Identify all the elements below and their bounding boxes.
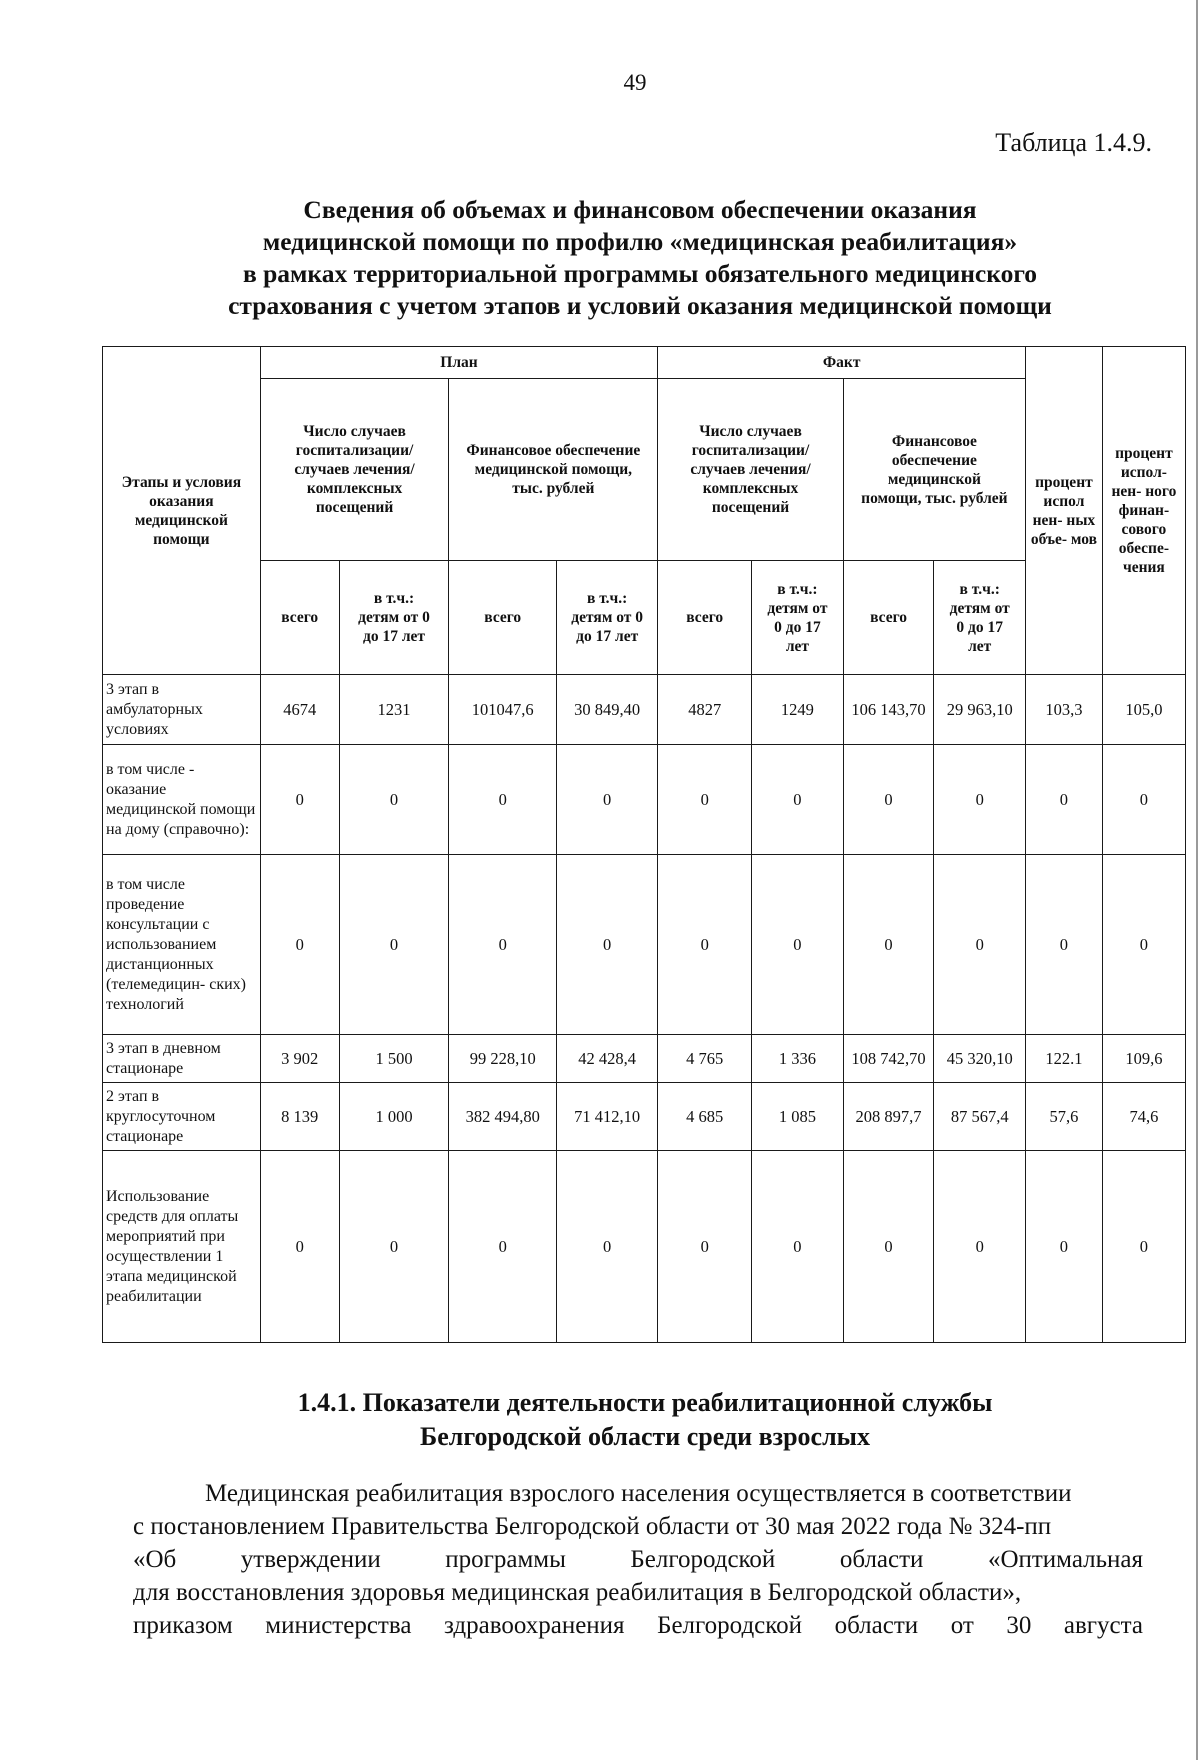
cell: 0 <box>260 855 339 1035</box>
table-row <box>103 855 1186 1035</box>
paragraph-line: Медицинская реабилитация взрослого населения осуществляется в соответствии <box>205 1480 1072 1507</box>
table-row <box>103 675 1186 745</box>
word: области <box>839 1546 924 1573</box>
cell: 0 <box>934 1151 1026 1343</box>
header-cases-fact: Число случаев госпитализации/ случаев лечения/ комплексных посещений <box>658 379 843 561</box>
cell: 4 765 <box>658 1035 752 1083</box>
header-total: всего <box>658 561 752 675</box>
cell: 0 <box>449 745 557 855</box>
row-label: в том числе - оказание медицинской помощи на дому (справочно): <box>103 745 261 855</box>
word: августа <box>1063 1612 1143 1639</box>
cell: 0 <box>339 745 449 855</box>
cell: 42 428,4 <box>557 1035 658 1083</box>
cell: 0 <box>752 855 844 1035</box>
rehabilitation-volume-table <box>102 346 1186 1343</box>
header-cases-plan: Число случаев госпитализации/ случаев лечения/ комплексных посещений <box>260 379 449 561</box>
cell: 57,6 <box>1026 1083 1103 1151</box>
cell: 0 <box>339 1151 449 1343</box>
header-children: в т.ч.: детям от 0 до 17 лет <box>557 561 658 675</box>
word: от <box>950 1612 974 1639</box>
cell: 0 <box>1102 1151 1185 1343</box>
cell: 103,3 <box>1026 675 1103 745</box>
cell: 0 <box>843 745 934 855</box>
paragraph-line <box>133 1543 1143 1576</box>
cell: 382 494,80 <box>449 1083 557 1151</box>
cell: 105,0 <box>1102 675 1185 745</box>
word: области <box>834 1612 919 1639</box>
cell: 0 <box>843 1151 934 1343</box>
cell: 0 <box>557 855 658 1035</box>
header-finance-fact: Финансовое обеспечение медицинской помощи, тыс. рублей <box>843 379 1025 561</box>
header-children: в т.ч.: детям от 0 до 17 лет <box>339 561 449 675</box>
header-total: всего <box>260 561 339 675</box>
header-children: в т.ч.: детям от 0 до 17 лет <box>752 561 844 675</box>
paragraph-line: для восстановления здоровья медицинская реабилитация в Белгородской области», <box>133 1579 1022 1606</box>
cell: 74,6 <box>1102 1083 1185 1151</box>
table-row <box>103 745 1186 855</box>
cell: 0 <box>260 1151 339 1343</box>
cell: 0 <box>1102 855 1185 1035</box>
cell: 4827 <box>658 675 752 745</box>
cell: 0 <box>752 745 844 855</box>
cell: 0 <box>934 855 1026 1035</box>
row-label: 2 этап в круглосуточном стационаре <box>103 1083 261 1151</box>
word: Белгородской <box>657 1612 803 1639</box>
table-label: Таблица 1.4.9. <box>995 128 1152 157</box>
cell: 71 412,10 <box>557 1083 658 1151</box>
row-label: в том числе проведение консультации с использованием дистанционных (телемедицин- ских) технологий <box>103 855 261 1035</box>
cell: 0 <box>557 1151 658 1343</box>
row-label: 3 этап в дневном стационаре <box>103 1035 261 1083</box>
cell: 45 320,10 <box>934 1035 1026 1083</box>
cell: 0 <box>1026 855 1103 1035</box>
word: утверждении <box>240 1546 381 1573</box>
word: Белгородской <box>630 1546 776 1573</box>
header-percent-volume: процент испол нен- ных объе- мов <box>1026 347 1103 675</box>
word: 30 <box>1006 1612 1032 1639</box>
cell: 0 <box>1026 745 1103 855</box>
header-fact: Факт <box>658 347 1026 379</box>
title-line: в рамках территориальной программы обязательного медицинского <box>242 259 1038 288</box>
cell: 99 228,10 <box>449 1035 557 1083</box>
cell: 87 567,4 <box>934 1083 1026 1151</box>
cell: 4 685 <box>658 1083 752 1151</box>
word: министерства <box>265 1612 412 1639</box>
cell: 0 <box>449 1151 557 1343</box>
header-plan: План <box>260 347 658 379</box>
cell: 29 963,10 <box>934 675 1026 745</box>
cell: 0 <box>658 745 752 855</box>
row-label: 3 этап в амбулаторных условиях <box>103 675 261 745</box>
title-line: страхования с учетом этапов и условий оказания медицинской помощи <box>228 291 1052 320</box>
section-heading <box>100 1386 1190 1454</box>
cell: 1249 <box>752 675 844 745</box>
cell: 101047,6 <box>449 675 557 745</box>
scan-edge-divider <box>1196 0 1198 1760</box>
document-title <box>100 194 1180 322</box>
header-total: всего <box>843 561 934 675</box>
cell: 8 139 <box>260 1083 339 1151</box>
cell: 0 <box>1102 745 1185 855</box>
paragraph-line <box>133 1609 1143 1642</box>
cell: 108 742,70 <box>843 1035 934 1083</box>
title-line: медицинской помощи по профилю «медицинская реабилитация» <box>262 227 1018 256</box>
header-children: в т.ч.: детям от 0 до 17 лет <box>934 561 1026 675</box>
title-line: Сведения об объемах и финансовом обеспечении оказания <box>303 195 977 224</box>
cell: 1 085 <box>752 1083 844 1151</box>
cell: 0 <box>557 745 658 855</box>
cell: 208 897,7 <box>843 1083 934 1151</box>
header-finance-plan: Финансовое обеспечение медицинской помощи, тыс. рублей <box>449 379 658 561</box>
cell: 0 <box>449 855 557 1035</box>
cell: 3 902 <box>260 1035 339 1083</box>
cell: 30 849,40 <box>557 675 658 745</box>
row-label: Использование средств для оплаты мероприятий при осуществлении 1 этапа медицинской реабилитации <box>103 1151 261 1343</box>
paragraph-line: с постановлением Правительства Белгородской области от 30 мая 2022 года № 324-пп <box>133 1513 1052 1540</box>
cell: 1231 <box>339 675 449 745</box>
word: приказом <box>133 1612 233 1639</box>
word: здравоохранения <box>443 1612 625 1639</box>
table-row <box>103 1151 1186 1343</box>
section-heading-line: 1.4.1. Показатели деятельности реабилитационной службы <box>297 1388 993 1417</box>
word: программы <box>445 1546 566 1573</box>
cell: 106 143,70 <box>843 675 934 745</box>
cell: 4674 <box>260 675 339 745</box>
cell: 109,6 <box>1102 1035 1185 1083</box>
cell: 0 <box>339 855 449 1035</box>
cell: 0 <box>752 1151 844 1343</box>
word: «Об <box>133 1546 177 1573</box>
page-number: 49 <box>623 70 647 95</box>
cell: 122.1 <box>1026 1035 1103 1083</box>
cell: 1 000 <box>339 1083 449 1151</box>
table-row <box>103 1083 1186 1151</box>
section-heading-line: Белгородской области среди взрослых <box>420 1422 870 1451</box>
cell: 0 <box>1026 1151 1103 1343</box>
cell: 0 <box>658 855 752 1035</box>
header-stages: Этапы и условия оказания медицинской помощи <box>103 347 261 675</box>
cell: 0 <box>260 745 339 855</box>
header-total: всего <box>449 561 557 675</box>
cell: 1 500 <box>339 1035 449 1083</box>
header-percent-finance: процент испол- нен- ного финан- сового обеспе- чения <box>1102 347 1185 675</box>
table-row <box>103 1035 1186 1083</box>
cell: 0 <box>843 855 934 1035</box>
cell: 0 <box>934 745 1026 855</box>
word: «Оптимальная <box>987 1546 1143 1573</box>
cell: 0 <box>658 1151 752 1343</box>
cell: 1 336 <box>752 1035 844 1083</box>
body-paragraph <box>133 1477 1143 1642</box>
